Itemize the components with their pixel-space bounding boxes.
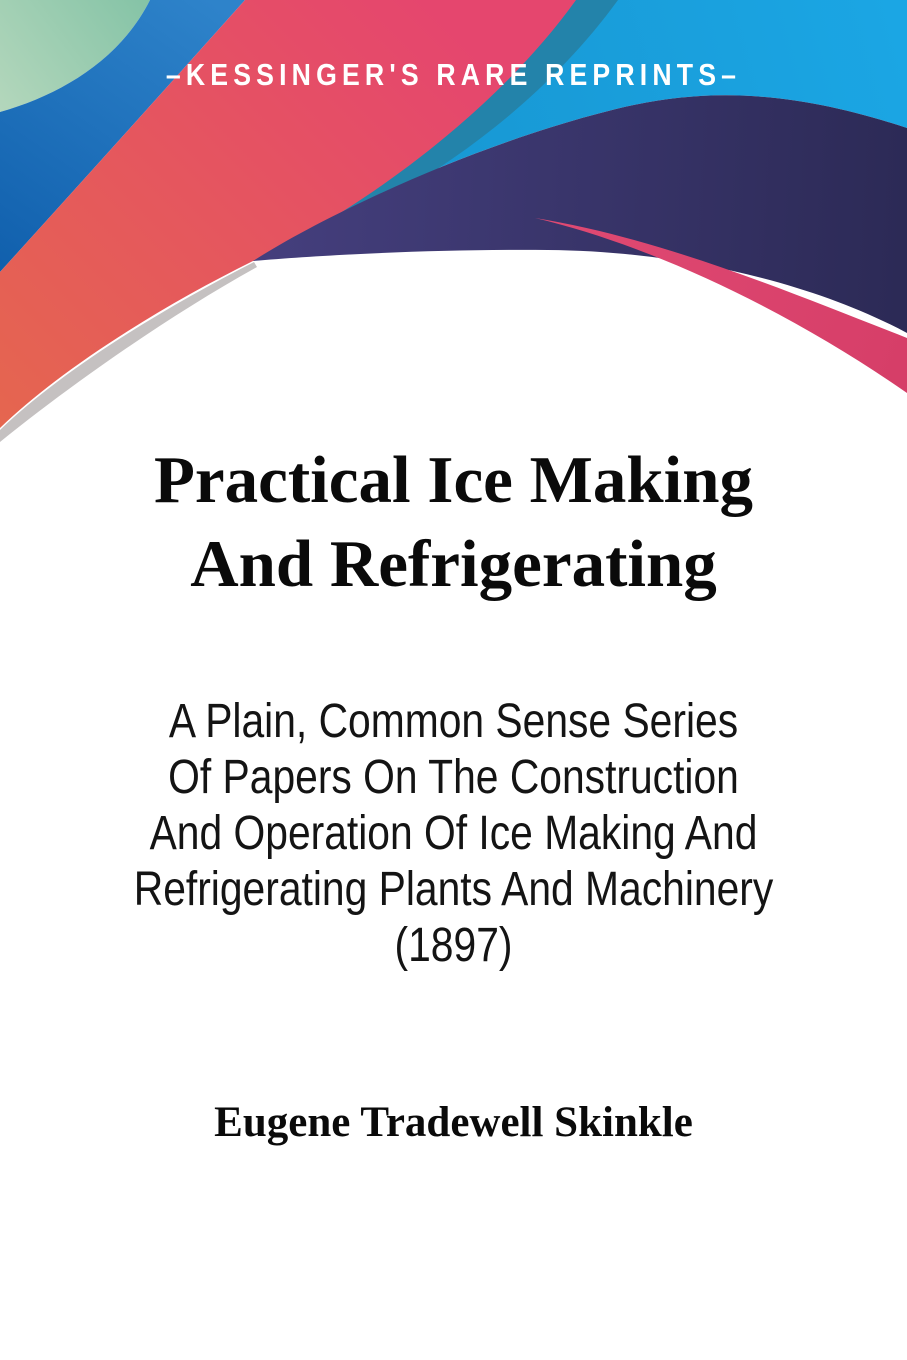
subtitle-line-2: Of Papers On The Construction (168, 751, 739, 804)
book-title (0, 438, 907, 606)
title-line-1: Practical Ice Making (153, 443, 754, 517)
publisher-banner: –KESSINGER'S RARE REPRINTS– (165, 57, 742, 92)
title-line-2: And Refrigerating (190, 527, 717, 601)
book-subtitle (68, 694, 839, 974)
author-name: Eugene Tradewell Skinkle (214, 1099, 693, 1146)
subtitle-line-5: (1897) (394, 919, 513, 972)
subtitle-line-4: Refrigerating Plants And Machinery (133, 863, 774, 916)
subtitle-line-3: And Operation Of Ice Making And (149, 807, 758, 860)
subtitle-line-1: A Plain, Common Sense Series (168, 695, 739, 748)
